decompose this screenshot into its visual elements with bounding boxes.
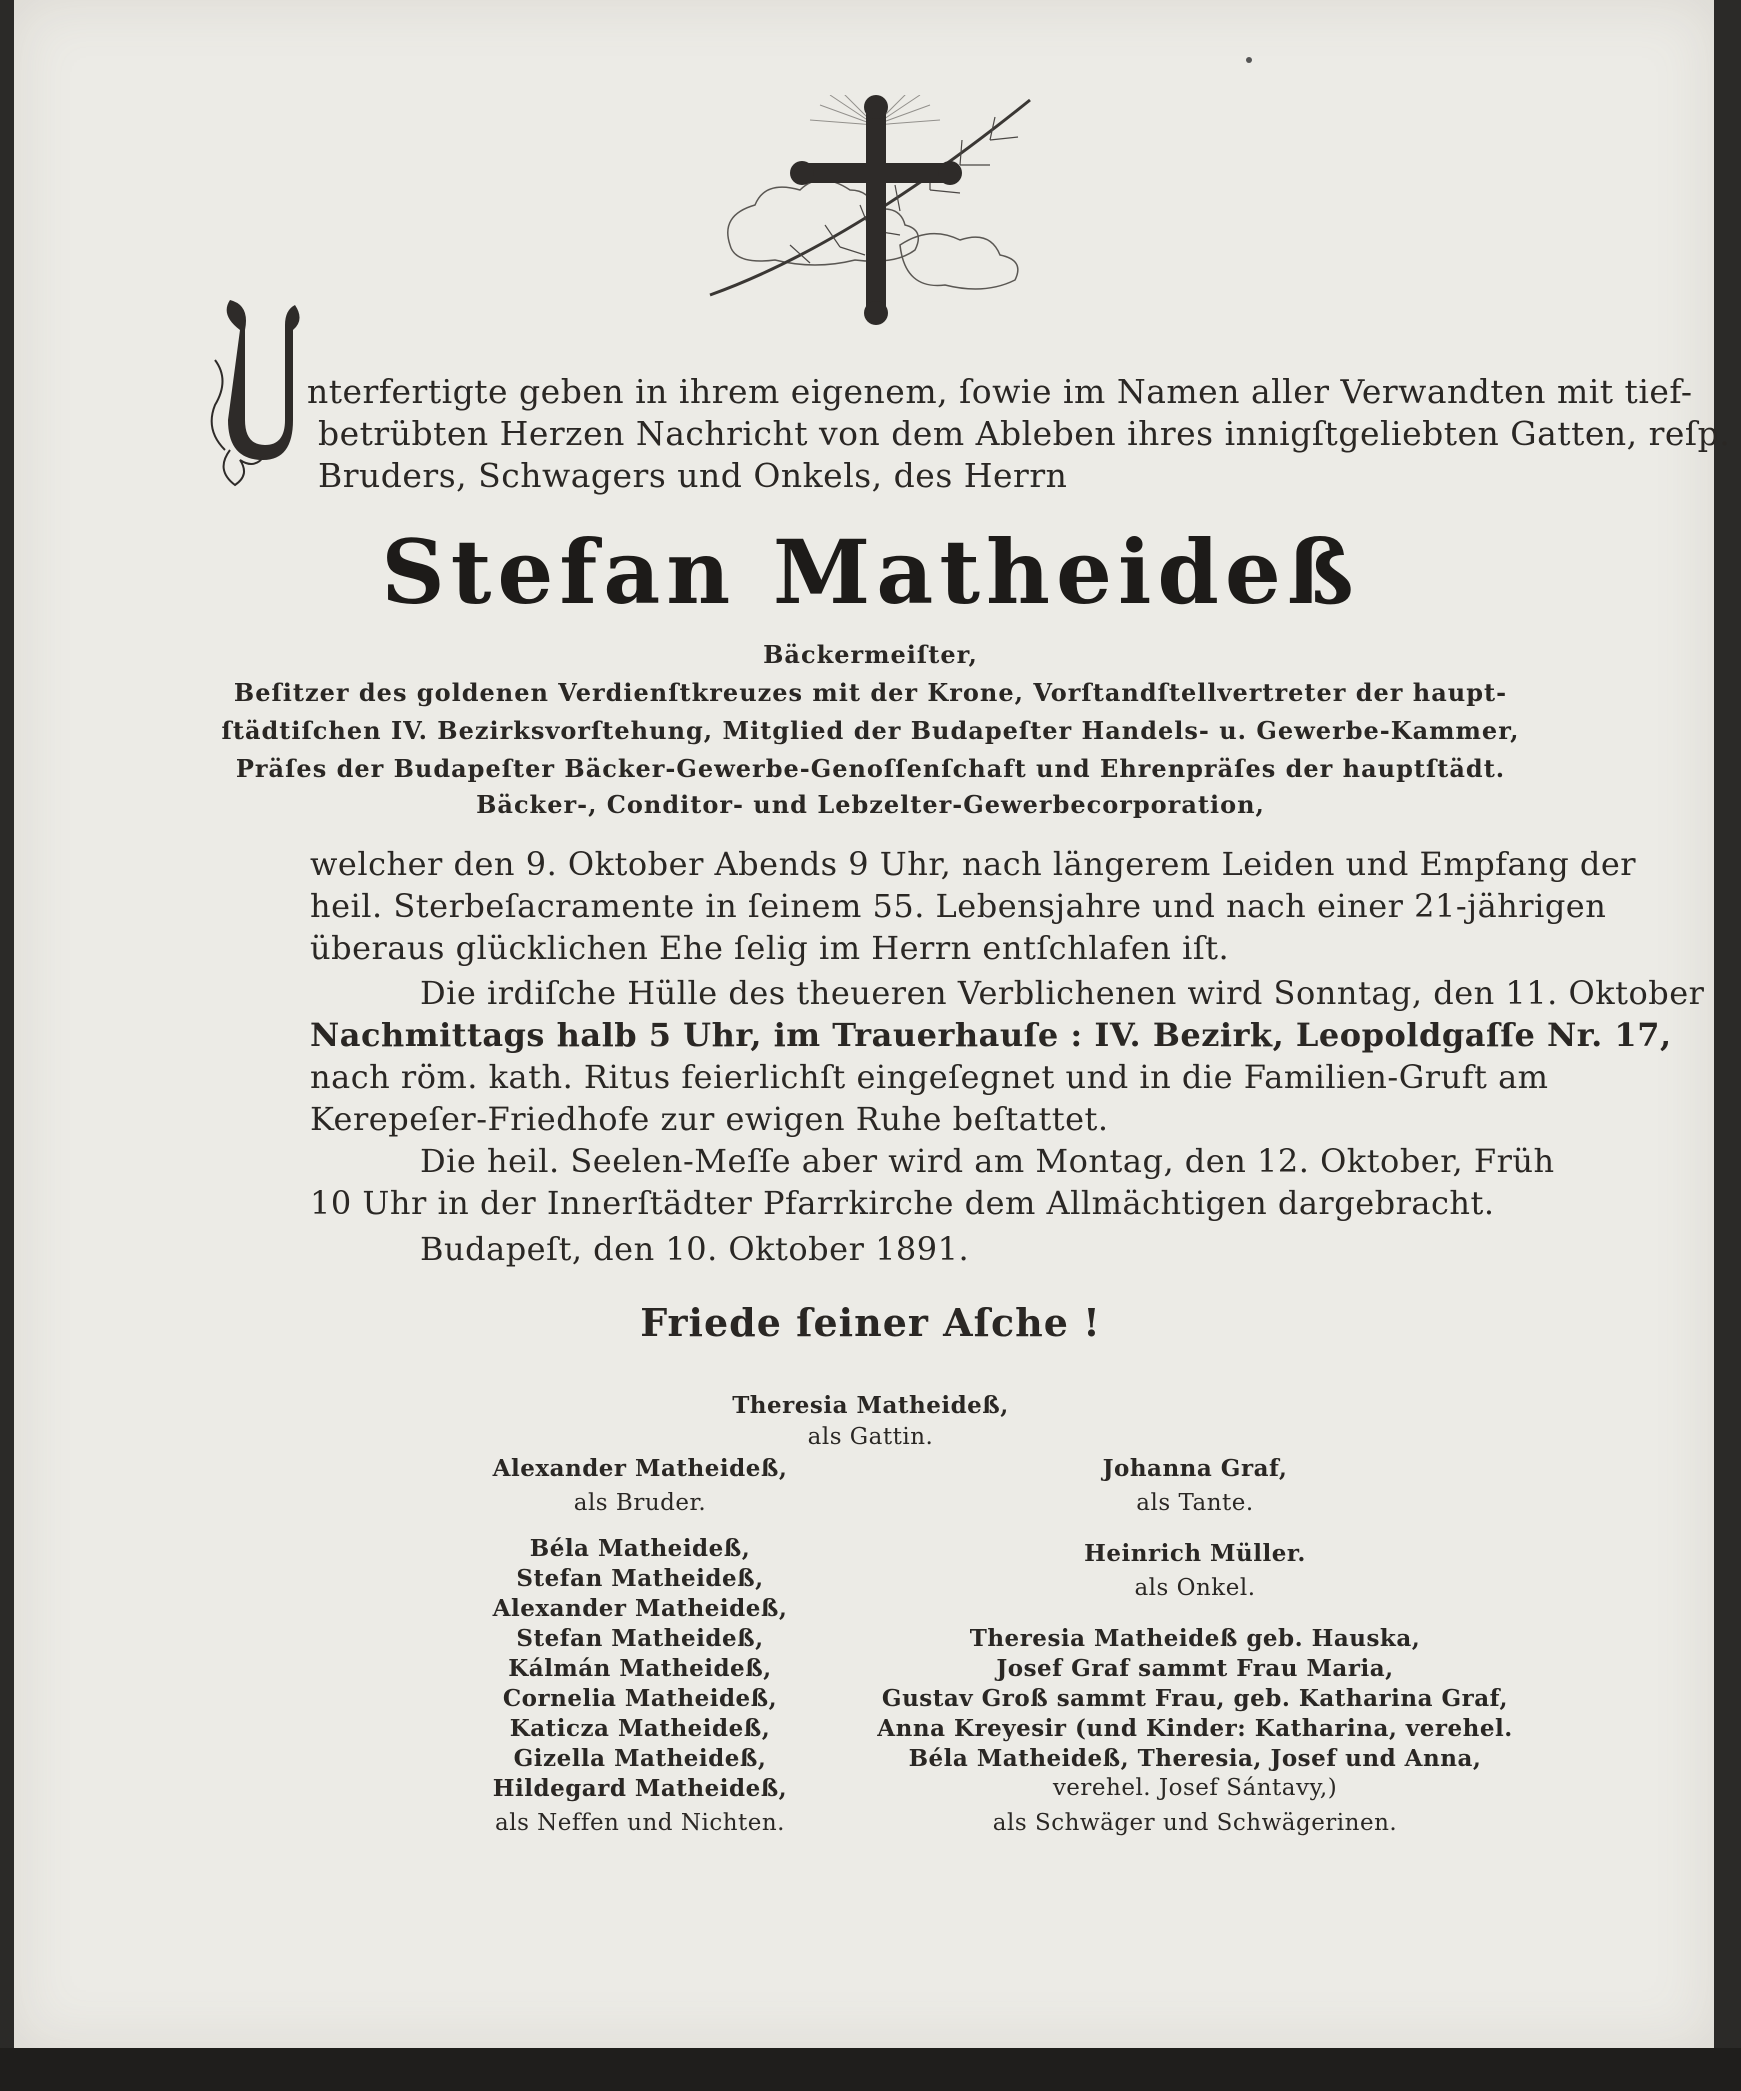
- nephew-4: Stefan Matheideß,: [516, 1625, 764, 1652]
- title-line-5: Bäcker-, Conditor- und Lebzelter-Gewerbecorporation,: [476, 790, 1265, 819]
- inlaw-4: Anna Kreyesir (und Kinder: Katharina, verehel.: [877, 1715, 1513, 1742]
- body-line-3: überaus glücklichen Ehe ſelig im Herrn entſchlafen iſt.: [310, 929, 1230, 967]
- widow-role: als Gattin.: [807, 1424, 934, 1450]
- place-date: Budapeſt, den 10. Oktober 1891.: [420, 1230, 970, 1268]
- ornamental-initial-icon: [210, 300, 300, 490]
- body-line-7: Kerepeſer-Friedhofe zur ewigen Ruhe beſtattet.: [310, 1100, 1109, 1138]
- inlaw-2: Josef Graf sammt Frau Maria,: [996, 1655, 1394, 1682]
- nephew-5: Kálmán Matheideß,: [508, 1655, 772, 1682]
- aunt-role: als Tante.: [1136, 1490, 1254, 1516]
- motto: Friede ſeiner Aſche !: [640, 1300, 1101, 1345]
- body-line-8: Die heil. Seelen-Meſſe aber wird am Montag, den 12. Oktober, Früh: [420, 1142, 1555, 1180]
- cross-emblem-icon: [690, 95, 1070, 330]
- intro-line-1: nterfertigte geben in ihrem eigenem, ſowie im Namen aller Verwandten mit tief-: [307, 372, 1693, 411]
- title-line-3: ſtädtiſchen IV. Bezirksvorſtehung, Mitglied der Budapeſter Handels- u. Gewerbe-Kammer,: [221, 716, 1520, 745]
- aunt-name: Johanna Graf,: [1102, 1455, 1288, 1482]
- title-line-1: Bäckermeiſter,: [763, 640, 978, 669]
- body-line-5: Nachmittags halb 5 Uhr, im Trauerhauſe : IV. Bezirk, Leopoldgaſſe Nr. 17,: [310, 1016, 1672, 1054]
- nephew-6: Cornelia Matheideß,: [502, 1685, 778, 1712]
- body-line-6: nach röm. kath. Ritus feierlichſt eingeſegnet und in die Familien-Gruft am: [310, 1058, 1549, 1096]
- deceased-name: Stefan Matheideß: [381, 520, 1360, 624]
- nephew-3: Alexander Matheideß,: [492, 1595, 788, 1622]
- uncle-name: Heinrich Müller.: [1084, 1540, 1306, 1567]
- nephew-9: Hildegard Matheideß,: [492, 1775, 788, 1802]
- body-line-9: 10 Uhr in der Innerſtädter Pfarrkirche dem Allmächtigen dargebracht.: [310, 1184, 1495, 1222]
- nephew-2: Stefan Matheideß,: [516, 1565, 764, 1592]
- nephew-1: Béla Matheideß,: [529, 1535, 751, 1562]
- nephew-7: Katicza Matheideß,: [509, 1715, 771, 1742]
- body-line-1: welcher den 9. Oktober Abends 9 Uhr, nach längerem Leiden und Empfang der: [310, 845, 1637, 883]
- nephews-role: als Neffen und Nichten.: [495, 1810, 785, 1836]
- body-line-4: Die irdiſche Hülle des theueren Verblichenen wird Sonntag, den 11. Oktober: [420, 974, 1705, 1012]
- uncle-role: als Onkel.: [1134, 1575, 1256, 1601]
- scan-border: [0, 2048, 1741, 2091]
- brother-name: Alexander Matheideß,: [492, 1455, 788, 1482]
- nephew-8: Gizella Matheideß,: [513, 1745, 767, 1772]
- inlaw-6: verehel. Josef Sántavy,): [1052, 1775, 1338, 1801]
- paper-speck: [1246, 57, 1252, 63]
- body-line-2: heil. Sterbeſacramente in ſeinem 55. Lebensjahre und nach einer 21-jährigen: [310, 887, 1607, 925]
- inlaws-role: als Schwäger und Schwägerinen.: [992, 1810, 1398, 1836]
- title-line-4: Präſes der Budapeſter Bäcker-Gewerbe-Genoſſenſchaft und Ehrenpräſes der hauptſtädt.: [235, 754, 1506, 783]
- inlaw-1: Theresia Matheideß geb. Hauska,: [969, 1625, 1421, 1652]
- brother-role: als Bruder.: [573, 1490, 707, 1516]
- title-line-2: Beſitzer des goldenen Verdienſtkreuzes mit der Krone, Vorſtandſtellvertreter der haupt-: [233, 678, 1508, 707]
- widow-name: Theresia Matheideß,: [732, 1392, 1009, 1419]
- intro-line-2: betrübten Herzen Nachricht von dem Ableben ihres innigſtgeliebten Gatten, reſp.: [318, 414, 1731, 453]
- inlaw-5: Béla Matheideß, Theresia, Josef und Anna,: [908, 1745, 1482, 1772]
- inlaw-3: Gustav Groß sammt Frau, geb. Katharina Graf,: [881, 1685, 1509, 1712]
- intro-line-3: Bruders, Schwagers und Onkels, des Herrn: [318, 456, 1068, 495]
